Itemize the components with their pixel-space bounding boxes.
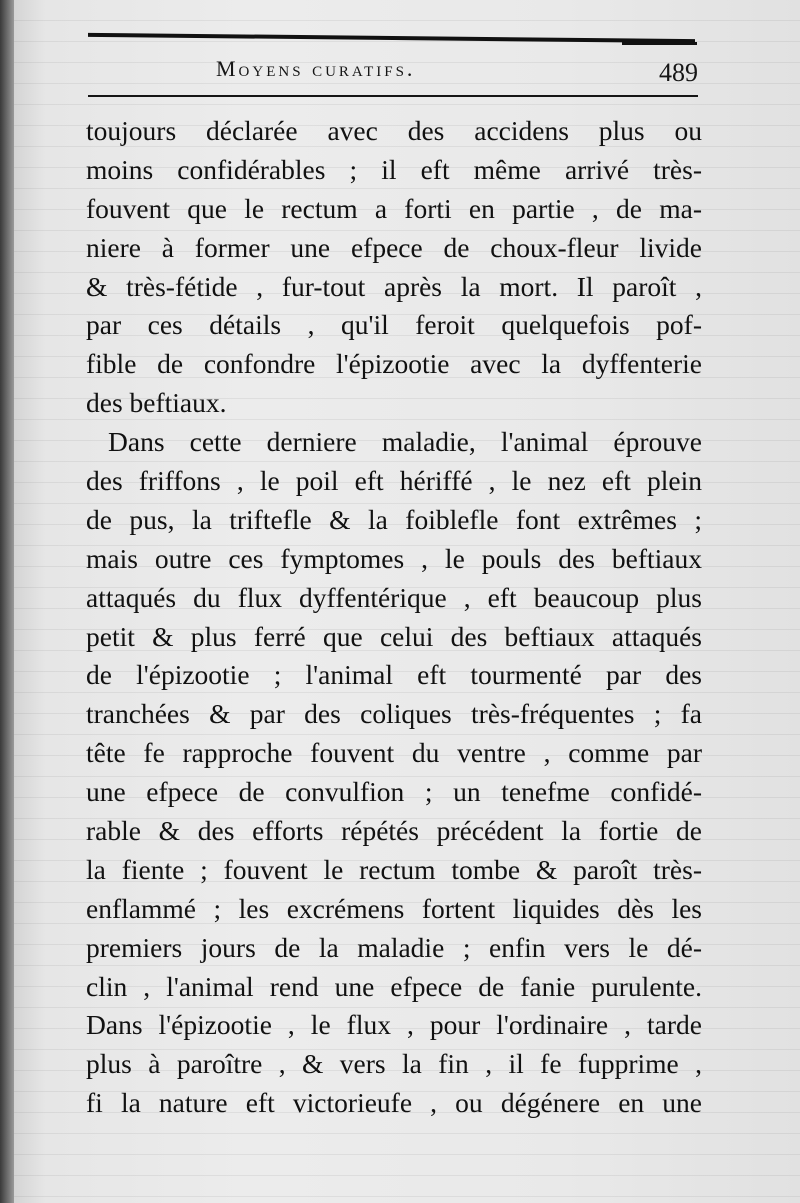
- text-line: tête fe rapproche fouvent du ventre , comme par: [86, 737, 702, 769]
- text-line: plus à paroître , & vers la fin , il fe fupprime ,: [86, 1048, 702, 1080]
- page-number: 489: [659, 58, 698, 87]
- text-line: tranchées & par des coliques très-fréquentes ; fa: [86, 698, 702, 730]
- text-line: attaqués du flux dyffentérique , eft beaucoup plus: [86, 581, 702, 613]
- text-line: premiers jours de la maladie ; enfin vers le dé-: [86, 931, 702, 963]
- text-line: petit & plus ferré que celui des beftiaux attaqués: [86, 620, 702, 652]
- text-line: fible de confondre l'épizootie avec la dyffenterie: [86, 348, 702, 380]
- text-line: & très-fétide , fur-tout après la mort. Il paroît ,: [86, 270, 702, 302]
- text-line: des friffons , le poil eft hériffé , le nez eft plein: [86, 465, 702, 497]
- page-edge-shadow: [0, 0, 14, 1203]
- text-line: rable & des efforts répétés précédent la fortie de: [86, 815, 702, 847]
- body-text: [86, 112, 702, 1123]
- text-line: fi la nature eft victorieufe , ou dégénere en une: [86, 1087, 702, 1119]
- page-header: [88, 52, 698, 92]
- text-line: mais outre ces fymptomes , le pouls des beftiaux: [86, 542, 702, 574]
- text-line: toujours déclarée avec des accidens plus ou: [86, 115, 702, 146]
- header-top-rule-segment: [622, 42, 697, 45]
- text-line: niere à former une efpece de choux-fleur livide: [86, 231, 702, 263]
- text-line: de l'épizootie ; l'animal eft tourmenté par des: [86, 659, 702, 691]
- text-line: clin , l'animal rend une efpece de fanie purulente.: [86, 970, 702, 1002]
- text-line: Dans l'épizootie , le flux , pour l'ordinaire , tarde: [86, 1009, 702, 1041]
- text-line: de pus, la triftefle & la foiblefle font extrêmes ;: [86, 503, 702, 535]
- text-line: enflammé ; les excrémens fortent liquides dès les: [86, 892, 702, 924]
- text-line: des beftiaux.: [86, 387, 227, 419]
- running-title: Moyens curatifs.: [216, 56, 416, 81]
- text-line: une efpece de convulfion ; un tenefme confidé-: [86, 776, 702, 808]
- text-line: moins confidérables ; il eft même arrivé très-: [86, 153, 702, 185]
- text-line: fouvent que le rectum a forti en partie , de ma-: [86, 192, 702, 224]
- paragraph-start-line: Dans cette derniere maladie, l'animal éprouve: [108, 426, 702, 458]
- text-line: la fiente ; fouvent le rectum tombe & paroît très-: [86, 853, 702, 885]
- text-line: par ces détails , qu'il feroit quelquefois pof-: [86, 309, 702, 341]
- header-bottom-rule: [88, 95, 698, 97]
